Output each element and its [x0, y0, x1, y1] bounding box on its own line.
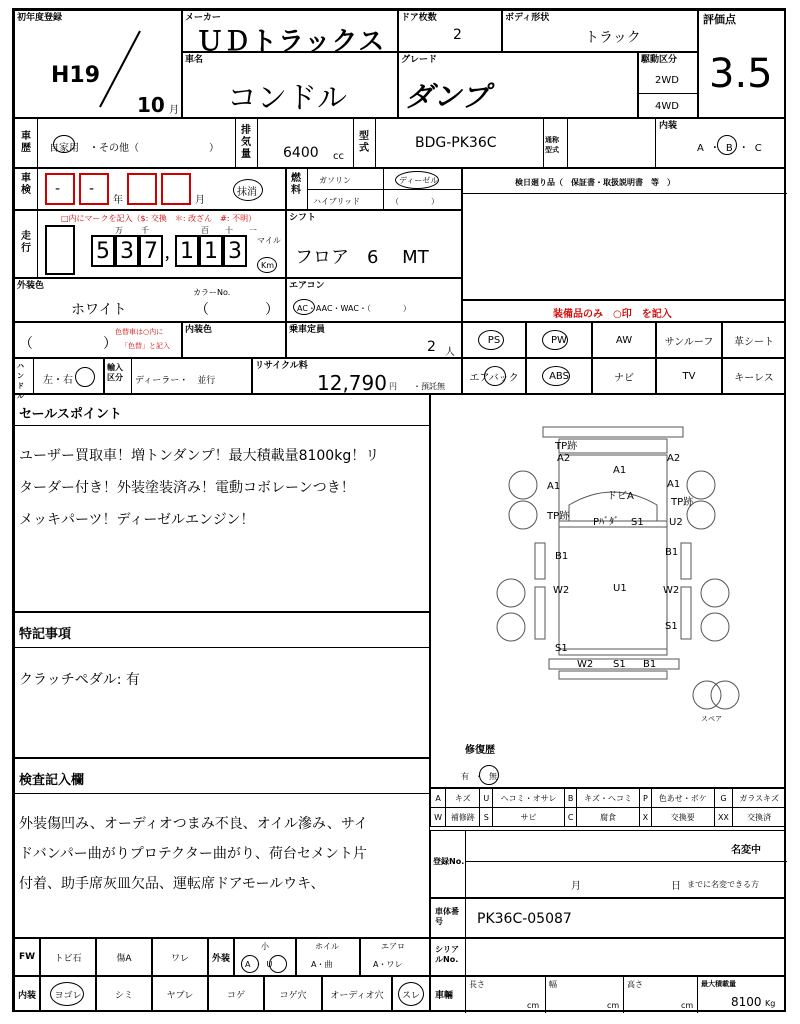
first-reg-month-unit: 月 [169, 105, 179, 116]
fw-item: 傷A [96, 938, 152, 976]
diesel-circle [395, 171, 439, 189]
special-text: クラッチペダル: 有 [19, 672, 140, 688]
max-load-value: 8100 [731, 995, 762, 1009]
diag-b1-bottom: B1 [643, 659, 657, 670]
abs-circle [542, 366, 570, 386]
unit-hyaku: 百 [201, 226, 209, 235]
length-label: 長さ [469, 980, 485, 989]
diag-b1-left: B1 [555, 551, 569, 562]
diag-u1: U1 [613, 583, 627, 594]
equipment-aw: AW [592, 322, 656, 358]
damage-diagram-cell [430, 394, 786, 788]
fw-label: FW [14, 938, 40, 976]
docs-label: 検日廻り品（ 保証書・取扱説明書 等 ） [515, 178, 675, 187]
history-label: 車歴 [21, 131, 31, 154]
registration-cell [430, 830, 786, 898]
sales-points-title: セールスポイント [19, 407, 122, 422]
equipment-keyless: キーレス [722, 358, 786, 394]
odo-digit: 1 [199, 235, 223, 267]
ac-label: エアコン [289, 281, 325, 291]
diag-pillar: Pﾊﾞﾀﾞ [593, 517, 620, 528]
exterior-color-label: 外装色 [17, 281, 45, 291]
legend-code: W [431, 808, 446, 827]
grade-label: グレード [401, 55, 438, 65]
first-registration-cell [14, 10, 182, 118]
ac-circle [293, 299, 315, 315]
vin-label: 車体番号 [435, 907, 459, 926]
legend-code: U [480, 789, 493, 808]
height-unit: cm [681, 1001, 694, 1010]
body-label: ボディ形状 [505, 13, 550, 23]
color-change-paren: （ ） [19, 336, 117, 352]
pw-circle [542, 330, 568, 350]
equipment-sunroof: サンルーフ [656, 322, 722, 358]
drive-cell [638, 52, 698, 118]
diag-a1-top: A1 [613, 465, 627, 476]
truck-diagram [431, 395, 787, 789]
mileage-prefix-box [45, 225, 75, 275]
sales-line: ユーザー買取車！増トンダンプ！最大積載量8100kg！リ [19, 448, 380, 464]
sales-points-cell [14, 394, 430, 612]
legend-code: B [564, 789, 576, 808]
handle-circle [75, 367, 95, 387]
serial-cell [430, 938, 786, 976]
ac-options: AC・AAC・WAC・（ ） [297, 304, 411, 313]
first-reg-label: 初年度登録 [17, 13, 63, 23]
repair-none-circle [479, 765, 499, 785]
interior-row-label: 内装 [14, 976, 40, 1012]
fuel-hybrid-paren: （ ） [391, 197, 439, 206]
diag-tp-left: TP跡 [547, 511, 570, 522]
equipment-title: 装備品のみ ○印 を記入 [553, 309, 672, 320]
interior-color-label: 内装色 [185, 325, 213, 335]
doors-cell [398, 10, 502, 52]
check-line: ドバンパー曲がりプロテクター曲がり、荷台セメント片 [19, 846, 367, 862]
fw-item: ワレ [152, 938, 208, 976]
color-change-note-1: 色替車は○内に [115, 328, 164, 336]
small-label: 小 [261, 942, 269, 951]
drive-4wd: 4WD [655, 101, 679, 112]
odo-digit: 5 [91, 235, 115, 267]
legend-desc: 色あせ・ボケ [652, 789, 714, 808]
color-no-value: （ ） [195, 302, 279, 318]
mileage-note: □内にマークを記入（$: 交換 ＊: 改ざん #: 不明） [61, 214, 257, 223]
inspection-expired: 抹消 [237, 187, 257, 198]
odo-digit: 1 [175, 235, 199, 267]
legend-desc: サビ [493, 808, 565, 827]
interior-item: ヤブレ [152, 976, 208, 1012]
diag-door: ドビA [607, 491, 634, 502]
doors-value: 2 [453, 27, 462, 43]
unit-mile: マイル [257, 236, 281, 245]
max-load-unit: Kg [765, 999, 776, 1008]
name-change-label: 名変中 [731, 845, 761, 856]
wear-circle [398, 982, 424, 1006]
legend-desc: キズ [446, 789, 480, 808]
check-line: 付着、助手席灰皿欠品、運転席ドアモールウキ、 [19, 876, 325, 892]
diag-tp-top: TP跡 [555, 441, 578, 452]
model-label: 型式 [359, 131, 369, 154]
car-name-cell [182, 52, 398, 118]
docs-cell [462, 168, 786, 300]
fuel-hybrid: ハイブリッド [313, 197, 361, 206]
diag-w2-bottom: W2 [577, 659, 594, 670]
interior-item: スレ [392, 976, 430, 1012]
interior-item: コゲ穴 [264, 976, 322, 1012]
displacement-value: 6400 [283, 145, 319, 161]
color-no-label: カラーNo. [193, 288, 231, 297]
diag-s1-bottom: S1 [613, 659, 626, 670]
diag-spare: スペア [701, 715, 722, 723]
legend-code: G [714, 789, 733, 808]
diag-a2-left: A2 [557, 453, 571, 464]
km-circle [257, 257, 277, 273]
odo-comma: ， [165, 246, 179, 262]
recycle-cell [252, 358, 462, 394]
aero-label: エアロ [381, 942, 405, 951]
doors-label: ドア枚数 [401, 13, 437, 23]
shift-label: シフト [289, 213, 317, 223]
handle-label: ハンドル [17, 362, 24, 400]
odo-digit: 7 [139, 235, 163, 267]
registration-label: 登録No. [433, 857, 465, 866]
legend-desc: 腐食 [577, 808, 639, 827]
fuel-cell [286, 168, 462, 210]
diag-a1-right: A1 [667, 479, 681, 490]
unit-juu: 十 [225, 226, 233, 235]
exterior-label: 外装 [208, 938, 234, 976]
diag-b1-right: B1 [665, 547, 679, 558]
handle-options: 左・右 [43, 375, 73, 386]
aero-cell [360, 938, 430, 976]
length-unit: cm [527, 1001, 540, 1010]
legend-code: C [564, 808, 576, 827]
wheel-options: A・曲 [311, 960, 333, 969]
diag-tp-right: TP跡 [671, 497, 694, 508]
diag-s1-left: S1 [555, 643, 568, 654]
first-reg-year: H19 [51, 63, 101, 88]
displacement-unit: cc [333, 151, 344, 162]
inspection-y1: - [55, 181, 61, 197]
odo-digit: 3 [223, 235, 247, 267]
repair-history-options: 有・無 [461, 772, 503, 781]
damage-legend [430, 788, 786, 827]
inspection-y2: - [89, 181, 95, 197]
unit-man: 万 [115, 226, 123, 235]
unit-km: Km [261, 261, 275, 270]
import-options: ディーラー・ 並行 [135, 376, 216, 386]
unit-ichi: 一 [249, 226, 257, 235]
interior-grade-circle [717, 135, 737, 155]
aero-options: A・ワレ [373, 960, 403, 969]
equipment-ps: PS [462, 322, 526, 358]
legend-code: A [431, 789, 446, 808]
inspection-label: 車検 [21, 173, 31, 196]
model-value: BDG-PK36C [415, 135, 497, 151]
check-line: 外装傷凹み、オーディオつまみ不良、オイル滲み、サイ [19, 816, 368, 832]
special-notes-cell [14, 612, 430, 758]
diag-w2-right: W2 [663, 585, 680, 596]
score-value: 3.5 [709, 51, 773, 97]
legend-desc: ヘコミ・オサレ [493, 789, 565, 808]
maker-cell [182, 10, 398, 57]
small-options: A・U [245, 960, 277, 969]
interior-item: ヨゴレ [40, 976, 96, 1012]
equipment-navi: ナビ [592, 358, 656, 394]
registration-deadline: までに名変できる方 [687, 880, 759, 889]
capacity-unit: 人 [445, 347, 455, 358]
legend-desc: キズ・ヘコミ [577, 789, 639, 808]
import-cell [104, 358, 252, 394]
unit-sen: 千 [141, 226, 149, 235]
auction-sheet [12, 8, 786, 1012]
drive-label: 駆動区分 [641, 55, 678, 65]
registration-day: 日 [671, 881, 681, 892]
legend-code: XX [714, 808, 733, 827]
legend-code: P [639, 789, 651, 808]
first-reg-month: 10 [137, 93, 165, 117]
interior-grades: A・B・C [697, 143, 768, 154]
width-unit: cm [607, 1001, 620, 1010]
height-label: 高さ [627, 980, 643, 989]
small-a-circle [241, 955, 259, 973]
inspection-year-unit: 年 [113, 195, 123, 206]
car-name-label: 車名 [185, 55, 204, 65]
recycle-value: 12,790 [317, 371, 387, 395]
exterior-color-value: ホワイト [71, 302, 127, 318]
shift-cell [286, 210, 462, 278]
diag-s1-center: S1 [631, 517, 644, 528]
special-title: 特記事項 [19, 627, 72, 642]
sales-line: メッキパーツ！ディーゼルエンジン！ [19, 512, 255, 528]
capacity-label: 乗車定員 [289, 325, 326, 335]
equipment-airbag: エアバック [462, 358, 526, 394]
car-name-value: コンドル [227, 81, 347, 116]
fuel-label: 燃料 [291, 173, 301, 196]
dirt-circle [50, 982, 84, 1006]
interior-item: コゲ [208, 976, 264, 1012]
capacity-cell [286, 322, 462, 358]
sales-line: ターダー付き！外装塗装済み！電動コボレーンつき！ [19, 480, 355, 496]
legend-desc: ガラスキズ [733, 789, 786, 808]
legend-desc: 交換済 [733, 808, 786, 827]
recycle-label: リサイクル料 [255, 361, 308, 371]
history-value: 自家用 ・その他（ ） [49, 143, 219, 154]
expired-circle [233, 179, 263, 201]
equipment-title-cell [462, 300, 786, 322]
interior-label: 内装 [659, 121, 678, 131]
equipment-pw: PW [526, 322, 592, 358]
wheel-cell [296, 938, 360, 976]
capacity-value: 2 [427, 339, 436, 355]
displacement-label: 排気量 [241, 125, 251, 160]
registration-month: 月 [571, 881, 581, 892]
row-spec [14, 118, 786, 168]
diag-s1-right: S1 [665, 621, 678, 632]
equipment-abs: ABS [526, 358, 592, 394]
drive-2wd: 2WD [655, 75, 679, 86]
vin-value: PK36C-05087 [477, 911, 572, 927]
inspection-month-unit: 月 [195, 195, 205, 206]
equipment-tv: TV [656, 358, 722, 394]
grade-value: ダンプ [405, 80, 490, 113]
fuel-gasoline: ガソリン [319, 176, 351, 185]
history-circle [53, 135, 75, 153]
inspection-notes-cell [14, 758, 430, 938]
mileage-label: 走行 [21, 231, 31, 254]
airbag-circle [484, 366, 506, 386]
interior-item: シミ [96, 976, 152, 1012]
legend-code: X [639, 808, 651, 827]
dimensions-label: 車輛 [435, 991, 454, 1001]
interior-item: オーディオ穴 [322, 976, 392, 1012]
equipment-leather: 革シート [722, 322, 786, 358]
vin-cell [430, 898, 786, 938]
interior-color-cell [182, 322, 286, 358]
recycle-unit: 円 [389, 382, 397, 391]
import-label: 輸入区分 [107, 363, 123, 382]
grade-cell [398, 52, 638, 118]
shift-value: フロア 6 MT [295, 247, 429, 268]
small-cell [234, 938, 296, 976]
fw-item: トビ石 [40, 938, 96, 976]
diag-u2: U2 [669, 517, 683, 528]
diag-w2-left: W2 [553, 585, 570, 596]
score-cell [698, 10, 786, 118]
exterior-color-cell [14, 278, 286, 322]
body-cell [502, 10, 698, 52]
wheel-label: ホイル [315, 942, 339, 951]
fuel-diesel: ディーゼル [399, 176, 439, 185]
body-value: トラック [585, 30, 641, 46]
width-label: 幅 [549, 980, 557, 989]
serial-label: シリアルNo. [435, 945, 459, 964]
legend-desc: 補修跡 [446, 808, 480, 827]
color-change-note-2: 「色替」と記入 [121, 342, 170, 350]
recycle-deposit: ・預託無 [413, 382, 445, 391]
small-u-circle [269, 955, 287, 973]
diag-a2-right: A2 [667, 453, 681, 464]
maker-label: メーカー [185, 13, 221, 23]
repair-history-label: 修復歴 [465, 745, 495, 756]
dimensions-cell [430, 976, 786, 1012]
score-label: 評価点 [703, 13, 736, 26]
diag-a1-left: A1 [547, 481, 561, 492]
odo-digit: 3 [115, 235, 139, 267]
legend-desc: 交換要 [652, 808, 714, 827]
mileage-cell [14, 210, 286, 278]
ac-cell [286, 278, 462, 322]
color-change-cell [14, 322, 182, 358]
legend-code: S [480, 808, 493, 827]
maker-value: ＵＤトラックス [197, 27, 386, 57]
handle-cell [14, 358, 104, 400]
check-title: 検査記入欄 [19, 773, 85, 788]
max-load-label: 最大積載量 [701, 980, 736, 988]
inspection-cell [14, 168, 286, 210]
ps-circle [478, 330, 504, 350]
common-model-label: 通称型式 [545, 136, 559, 154]
